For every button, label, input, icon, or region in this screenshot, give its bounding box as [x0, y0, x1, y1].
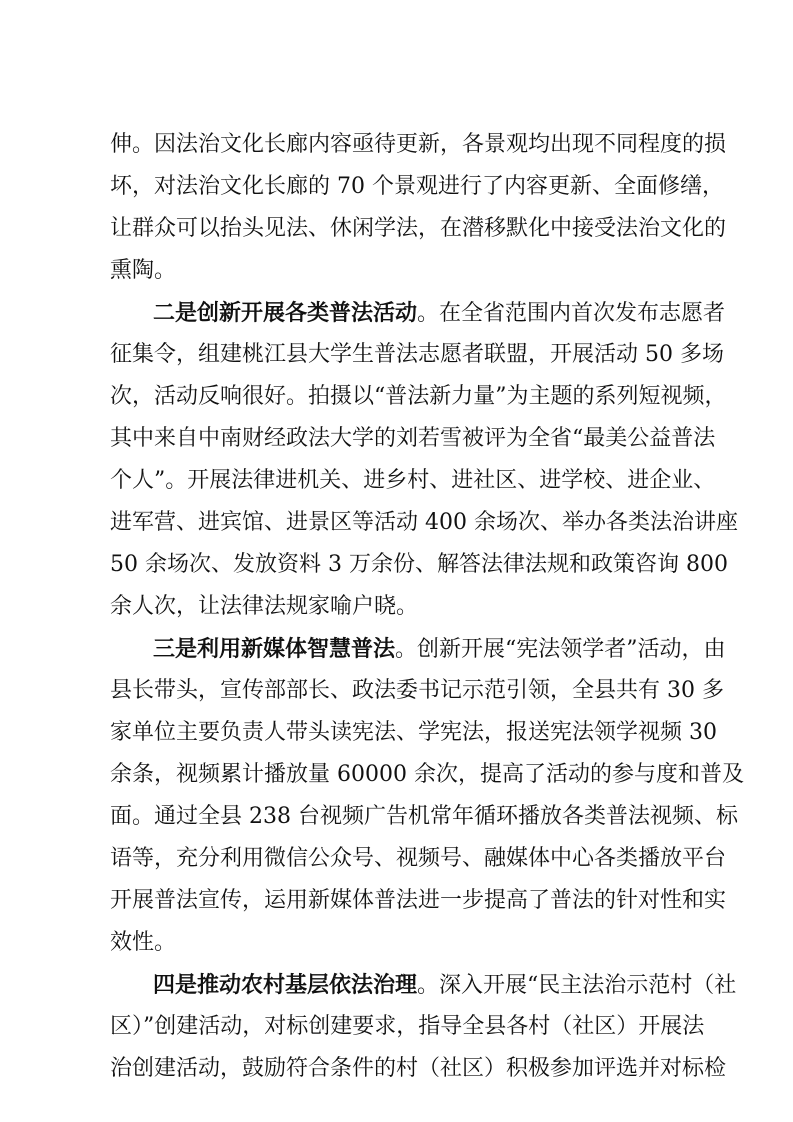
paragraph-first-line	[153, 964, 737, 1006]
text-line: 个人”。开展法律进机关、进乡村、进社区、进学校、进企业、	[110, 468, 716, 493]
text-line: 余条，视频累计播放量 60000 余次，提高了活动的参与度和普及	[110, 762, 744, 787]
text-line: 县长带头，宣传部部长、政法委书记示范引领，全县共有 30 多	[110, 678, 724, 703]
text-line: 余人次，让法律法规家喻户晓。	[110, 594, 419, 619]
paragraph-lead: 四是推动农村基层依法治理	[153, 972, 418, 998]
text-line: 次，活动反响很好。拍摄以“普法新力量”为主题的系列短视频，	[110, 384, 727, 409]
text-line: 家单位主要负责人带头读宪法、学宪法，报送宪法领学视频 30	[110, 720, 717, 745]
text-line: 面。通过全县 238 台视频广告机常年循环播放各类普法视频、标	[110, 804, 738, 829]
paragraph-first-rest: 。创新开展“宪法领学者”活动，由	[395, 637, 726, 662]
paragraph-first-rest: 。在全省范围内首次发布志愿者	[417, 301, 726, 326]
text-line: 让群众可以抬头见法、休闲学法，在潜移默化中接受法治文化的	[110, 216, 727, 241]
text-line: 50 余场次、发放资料 3 万余份、解答法律法规和政策咨询 800	[110, 552, 728, 577]
text-line: 坏，对法治文化长廊的 70 个景观进行了内容更新、全面修缮，	[110, 174, 724, 199]
text-line: 进军营、进宾馆、进景区等活动 400 余场次、举办各类法治讲座	[110, 510, 738, 535]
text-line: 效性。	[110, 930, 177, 955]
text-line: 熏陶。	[110, 258, 177, 283]
text-line: 区）”创建活动，对标创建要求，指导全县各村（社区）开展法	[110, 1014, 705, 1039]
text-line: 征集令，组建桃江县大学生普法志愿者联盟，开展活动 50 多场	[110, 342, 724, 367]
paragraph-first-line	[153, 628, 726, 670]
text-line: 开展普法宣传，运用新媒体普法进一步提高了普法的针对性和实	[110, 888, 727, 913]
paragraph-lead: 二是创新开展各类普法活动	[153, 300, 418, 326]
text-line: 治创建活动，鼓励符合条件的村（社区）积极参加评选并对标检	[110, 1056, 727, 1081]
text-line: 伸。因法治文化长廊内容亟待更新，各景观均出现不同程度的损	[110, 132, 727, 157]
text-line: 语等，充分利用微信公众号、视频号、融媒体中心各类播放平台	[110, 846, 727, 871]
paragraph-first-rest: 。深入开展“民主法治示范村（社	[417, 973, 737, 998]
paragraph-first-line	[153, 292, 726, 334]
text-line: 其中来自中南财经政法大学的刘若雪被评为全省“最美公益普法	[110, 426, 716, 451]
paragraph-lead: 三是利用新媒体智慧普法	[153, 636, 396, 662]
